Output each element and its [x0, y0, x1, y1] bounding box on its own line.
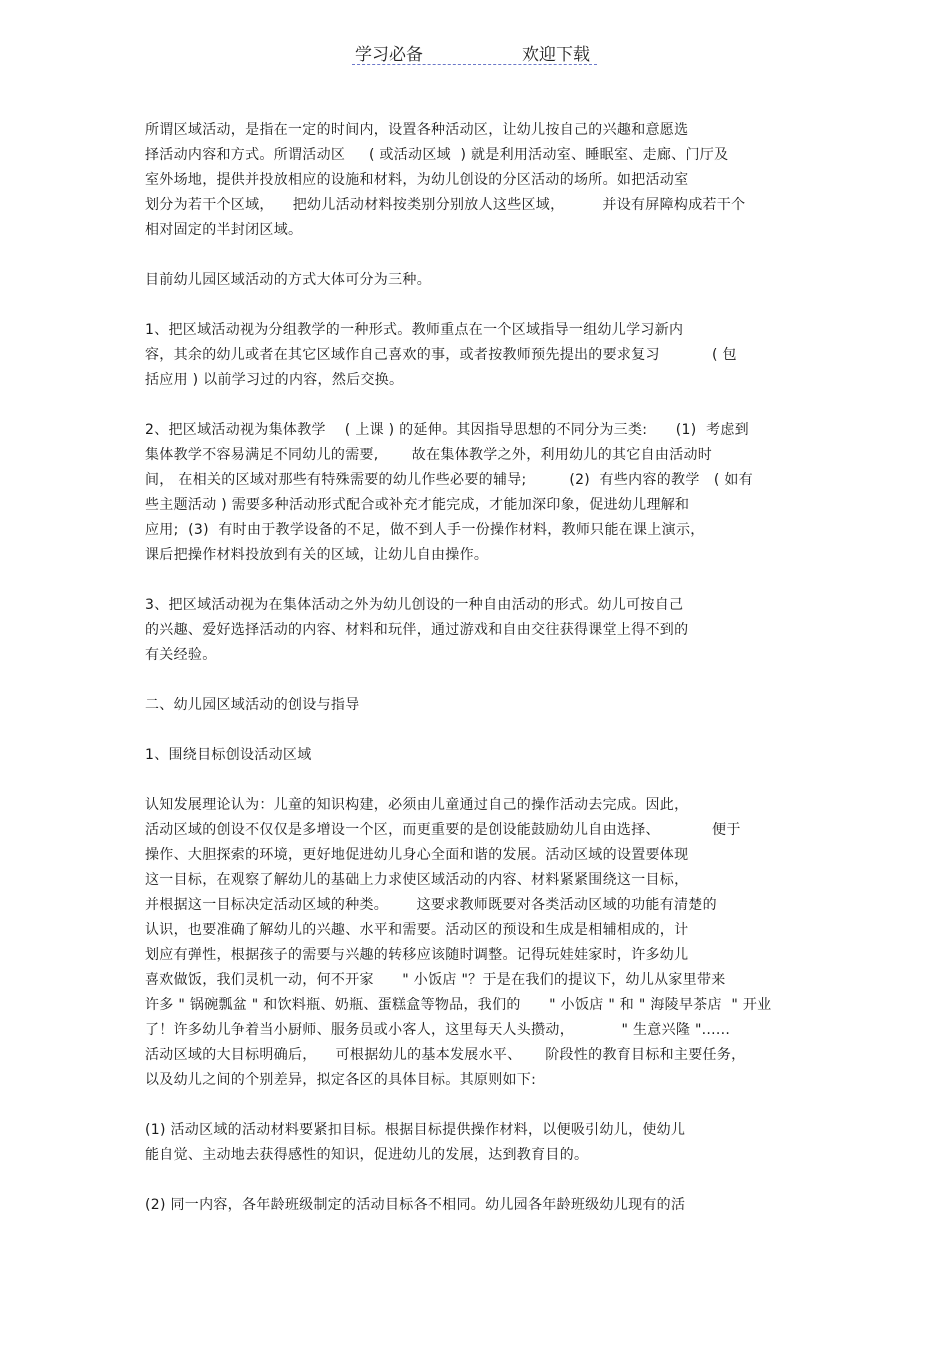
- header-dashed-rule: [352, 64, 597, 65]
- text-line: 室外场地，提供并投放相应的设施和材料，为幼儿创设的分区活动的场所。如把活动室: [145, 172, 689, 188]
- paragraph: [145, 1193, 815, 1218]
- text-line: 活动区域的创设不仅仅是多增设一个区，而更重要的是创设能鼓励幼儿自由选择、 便于: [145, 822, 741, 838]
- paragraph: [145, 1118, 815, 1168]
- paragraph-gap: [145, 568, 815, 593]
- text-line: 容，其余的幼儿或者在其它区域作自己喜欢的事，或者按教师预先提出的要求复习 ( 包: [145, 347, 737, 363]
- text-line: 所谓区域活动，是指在一定的时间内，设置各种活动区，让幼儿按自己的兴趣和意愿选: [145, 122, 689, 138]
- paragraph-gap: [145, 668, 815, 693]
- text-line: 括应用 ) 以前学习过的内容，然后交换。: [145, 372, 404, 388]
- text-line: 以及幼儿之间的个别差异，拟定各区的具体目标。其原则如下:: [145, 1072, 537, 1088]
- text-line: 的兴趣、爱好选择活动的内容、材料和玩伴，通过游戏和自由交往获得课堂上得不到的: [145, 622, 689, 638]
- text-line: 划分为若干个区域， 把幼儿活动材料按类别分别放人这些区域， 并设有屏障构成若干个: [145, 197, 746, 213]
- text-line: 目前幼儿园区域活动的方式大体可分为三种。: [145, 272, 431, 288]
- paragraph-gap: [145, 718, 815, 743]
- text-line: 这一目标，在观察了解幼儿的基础上力求使区域活动的内容、材料紧紧围绕这一目标，: [145, 872, 689, 888]
- text-line: 课后把操作材料投放到有关的区域，让幼儿自由操作。: [145, 547, 489, 563]
- paragraph: [145, 118, 815, 243]
- paragraph-gap: [145, 293, 815, 318]
- paragraph: [145, 693, 815, 718]
- text-line: 划应有弹性，根据孩子的需要与兴趣的转移应该随时调整。记得玩娃娃家时，许多幼儿: [145, 947, 689, 963]
- text-line: 3、把区域活动视为在集体活动之外为幼儿创设的一种自由活动的形式。幼儿可按自己: [145, 597, 684, 613]
- paragraph: [145, 268, 815, 293]
- paragraph-gap: [145, 393, 815, 418]
- header-right-text: 欢迎下载: [522, 45, 590, 65]
- text-line: 许多 " 锅碗瓢盆 " 和饮料瓶、奶瓶、蛋糕盒等物品，我们的 " 小饭店 " 和 " 海陵早茶店 " 开业: [145, 997, 772, 1013]
- text-line: 喜欢做饭，我们灵机一动，何不开家 " 小饭店 "？于是在我们的提议下，幼儿从家里带来: [145, 972, 726, 988]
- paragraph-gap: [145, 1168, 815, 1193]
- text-line: 间， 在相关的区域对那些有特殊需要的幼儿作些必要的辅导; (2) 有些内容的教学 ( 如有: [145, 472, 754, 488]
- document-body: [145, 118, 815, 1218]
- text-line: 有关经验。: [145, 647, 217, 663]
- text-line: 些主题活动 ) 需要多种活动形式配合或补充才能完成，才能加深印象，促进幼儿理解和: [145, 497, 690, 513]
- paragraph: [145, 743, 815, 768]
- text-line: 1、把区域活动视为分组教学的一种形式。教师重点在一个区域指导一组幼儿学习新内: [145, 322, 684, 338]
- text-line: 能自觉、主动地去获得感性的知识，促进幼儿的发展，达到教育目的。: [145, 1147, 589, 1163]
- text-line: 并根据这一目标决定活动区域的种类。 这要求教师既要对各类活动区域的功能有清楚的: [145, 897, 717, 913]
- text-line: 活动区域的大目标明确后， 可根据幼儿的基本发展水平、 阶段性的教育目标和主要任务，: [145, 1047, 746, 1063]
- paragraph-gap: [145, 243, 815, 268]
- text-line: 1、围绕目标创设活动区域: [145, 747, 312, 763]
- text-line: 择活动内容和方式。所谓活动区 ( 或活动区域 ) 就是利用活动室、睡眠室、走廊、门厅及: [145, 147, 729, 163]
- text-line: 操作、大胆探索的环境，更好地促进幼儿身心全面和谐的发展。活动区域的设置要体现: [145, 847, 689, 863]
- paragraph: [145, 593, 815, 668]
- text-line: 2、把区域活动视为集体教学 ( 上课 ) 的延伸。其因指导思想的不同分为三类: (1) 考虑到: [145, 422, 749, 438]
- page-header: [0, 40, 950, 70]
- text-line: 认识，也要准确了解幼儿的兴趣、水平和需要。活动区的预设和生成是相辅相成的，计: [145, 922, 689, 938]
- text-line: 应用; (3) 有时由于教学设备的不足，做不到人手一份操作材料，教师只能在课上演示，: [145, 522, 705, 538]
- paragraph: [145, 793, 815, 1093]
- text-line: 了！许多幼儿争着当小厨师、服务员或小客人，这里每天人头攒动， " 生意兴隆 "......: [145, 1022, 731, 1038]
- header-left-text: 学习必备: [355, 45, 423, 65]
- text-line: (2) 同一内容，各年龄班级制定的活动目标各不相同。幼儿园各年龄班级幼儿现有的活: [145, 1197, 686, 1213]
- text-line: 认知发展理论认为：儿童的知识构建，必须由儿童通过自己的操作活动去完成。因此，: [145, 797, 689, 813]
- paragraph: [145, 418, 815, 568]
- text-line: (1) 活动区域的活动材料要紧扣目标。根据目标提供操作材料，以便吸引幼儿，使幼儿: [145, 1122, 686, 1138]
- text-line: 集体教学不容易满足不同幼儿的需要, 故在集体教学之外，利用幼儿的其它自由活动时: [145, 447, 713, 463]
- paragraph-gap: [145, 768, 815, 793]
- text-line: 二、幼儿园区域活动的创设与指导: [145, 697, 360, 713]
- paragraph-gap: [145, 1093, 815, 1118]
- paragraph: [145, 318, 815, 393]
- text-line: 相对固定的半封闭区域。: [145, 222, 303, 238]
